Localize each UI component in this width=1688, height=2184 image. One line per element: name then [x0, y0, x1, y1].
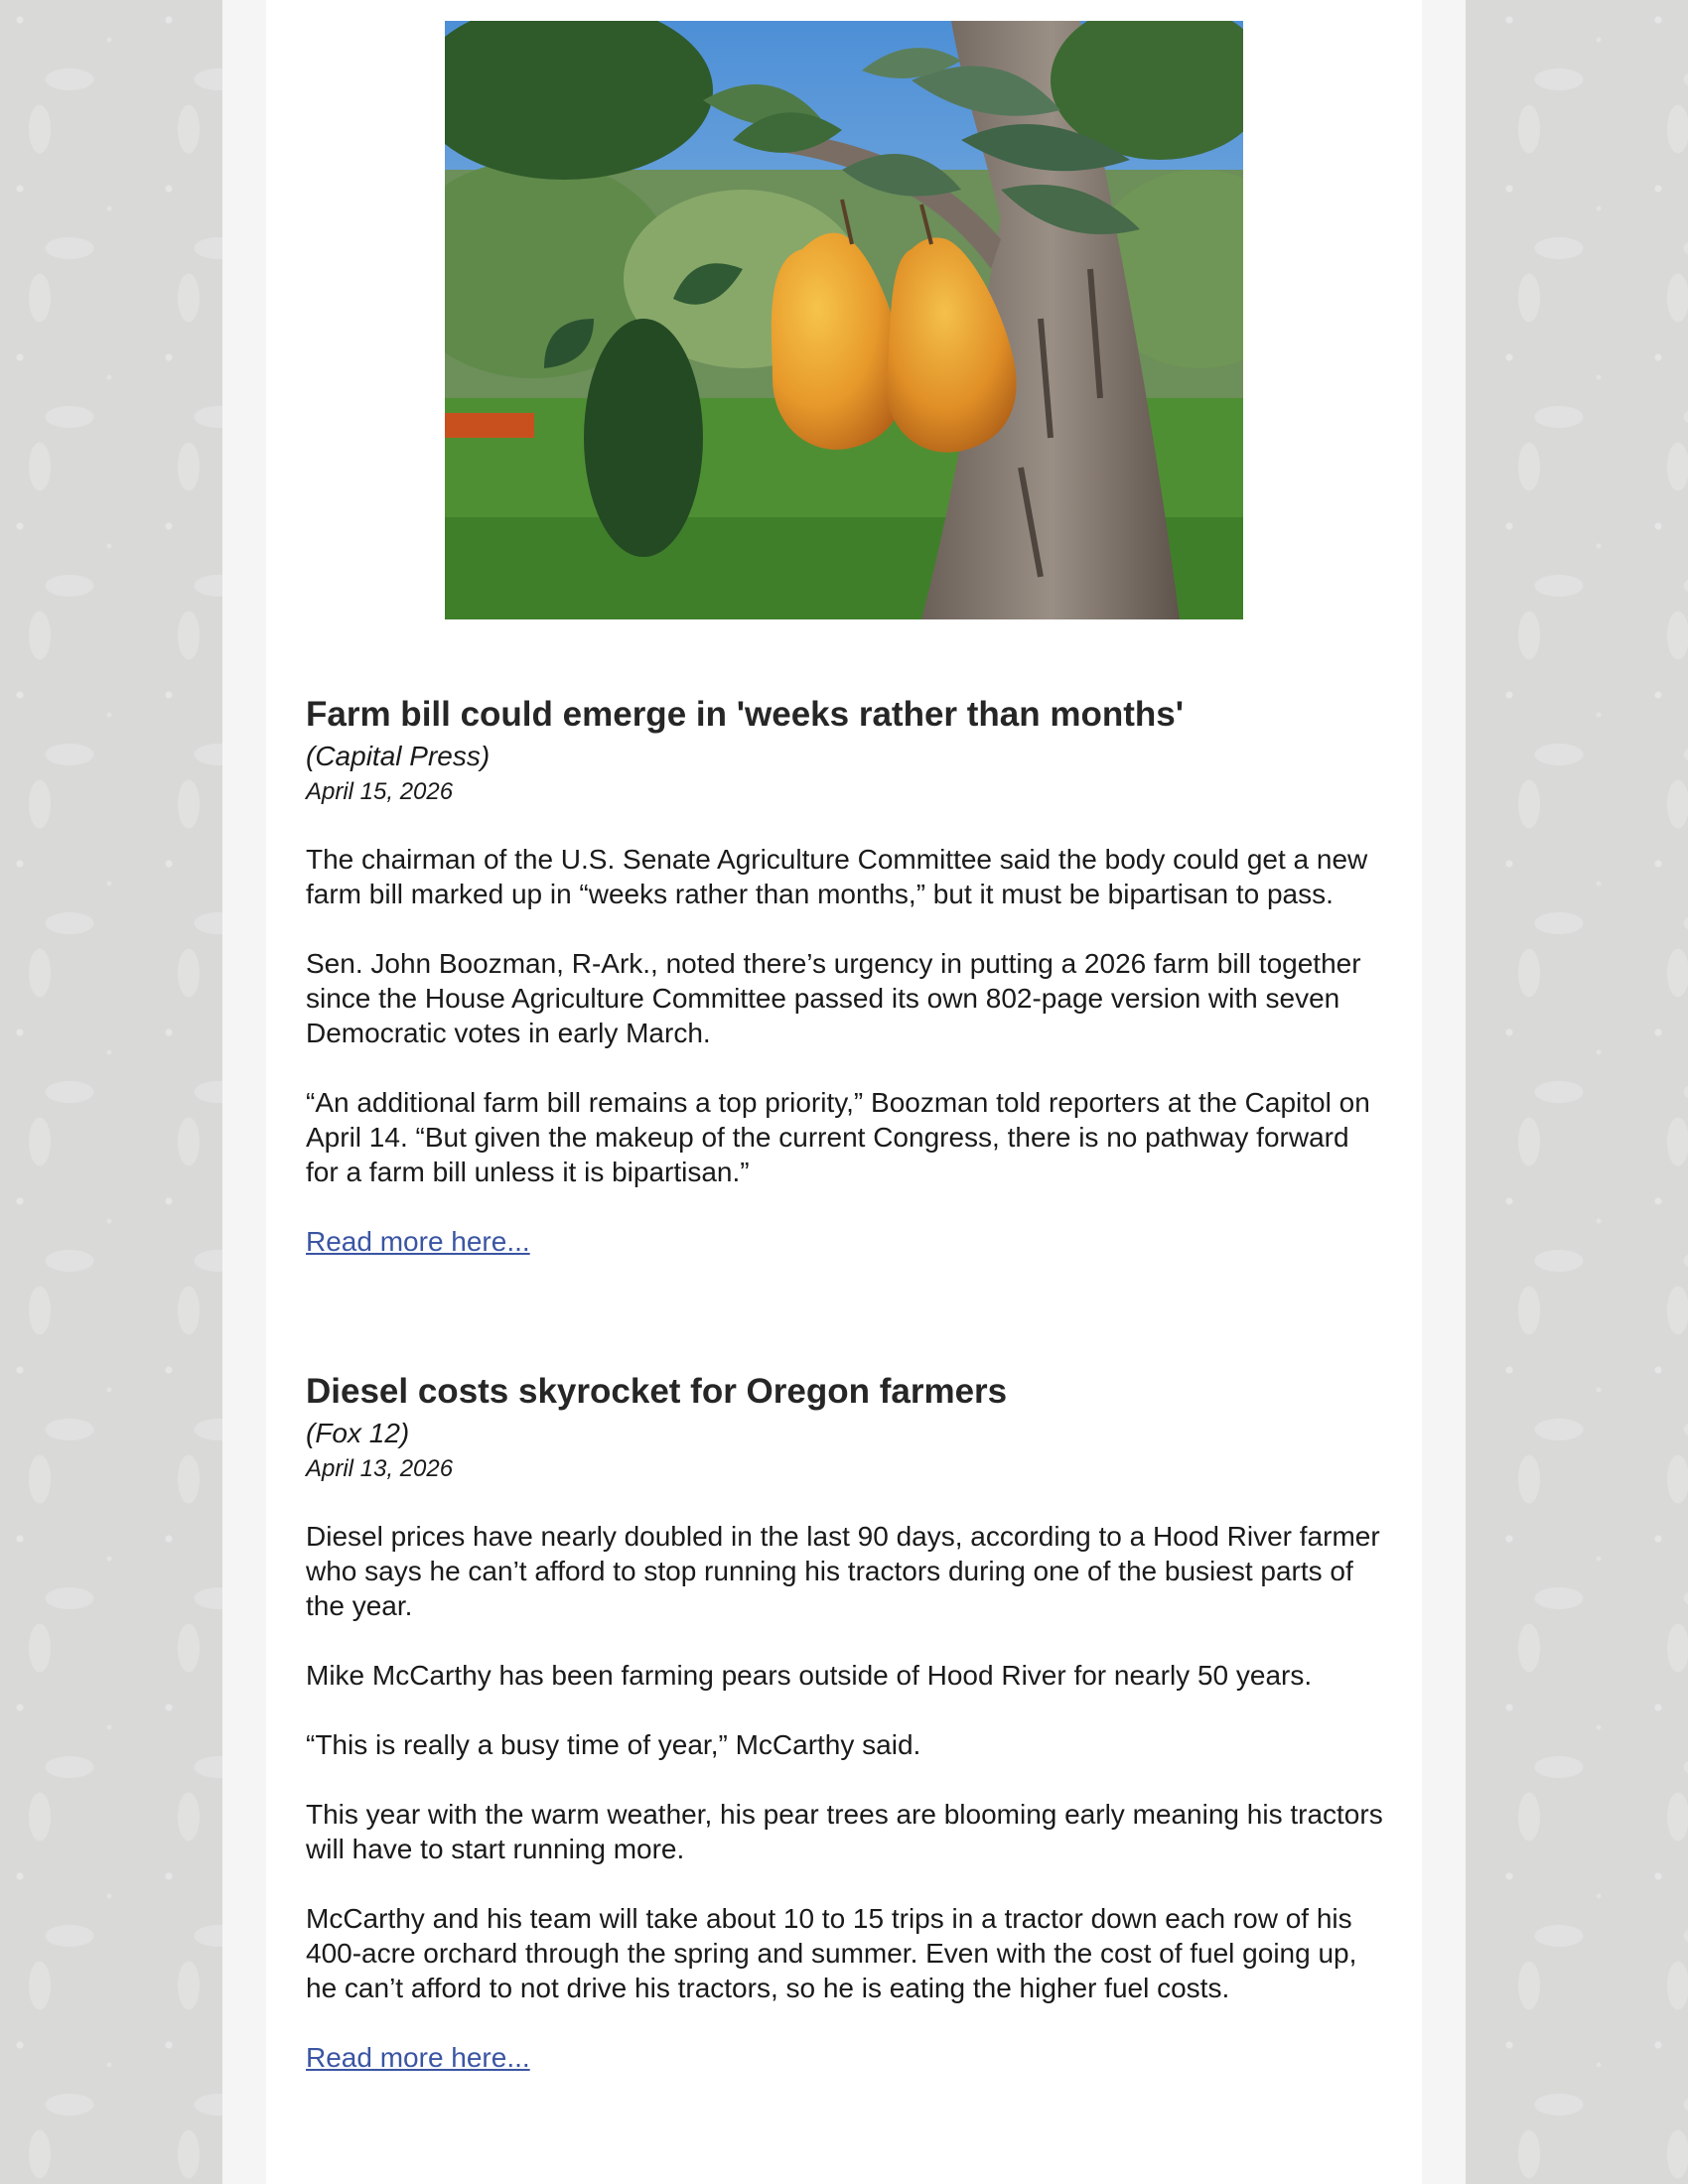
article-source: (Fox 12): [306, 1418, 410, 1448]
read-more-link[interactable]: Read more here...: [306, 1226, 530, 1257]
article-source: (Capital Press): [306, 741, 491, 771]
article-body: [306, 1519, 1388, 2005]
article-headline: Farm bill could emerge in 'weeks rather than months': [306, 695, 1185, 734]
article-paragraph: Sen. John Boozman, R-Ark., noted there’s urgency in putting a 2026 farm bill together since the House Agriculture Committee passed its own 802-page version with seven Democratic votes in early March.: [306, 948, 1361, 1048]
article-paragraph: “This is really a busy time of year,” McCarthy said.: [306, 1729, 921, 1760]
email-column: [222, 0, 1466, 2184]
article-diesel-costs: [306, 1368, 1388, 2075]
article-headline: Diesel costs skyrocket for Oregon farmers: [306, 1372, 1008, 1411]
newsletter-card: [266, 0, 1422, 2184]
article-paragraph: This year with the warm weather, his pear trees are blooming early meaning his tractors will have to start running more.: [306, 1799, 1383, 1864]
article-date: April 13, 2026: [306, 1455, 454, 1482]
article-paragraph: Diesel prices have nearly doubled in the last 90 days, according to a Hood River farmer who says he can’t afford to stop running his tractors during one of the busiest parts of the year.: [306, 1521, 1380, 1621]
article-paragraph: McCarthy and his team will take about 10 to 15 trips in a tractor down each row of his 400-acre orchard through the spring and summer. Even with the cost of fuel going up, he can’t afford to not drive his tractors, so he is eating the higher fuel costs.: [306, 1903, 1357, 2003]
pear-tree-photo: [445, 21, 1243, 619]
article-paragraph: Mike McCarthy has been farming pears outside of Hood River for nearly 50 years.: [306, 1660, 1313, 1691]
read-more-link[interactable]: Read more here...: [306, 2042, 530, 2073]
article-paragraph: The chairman of the U.S. Senate Agriculture Committee said the body could get a new farm bill marked up in “weeks rather than months,” but it must be bipartisan to pass.: [306, 844, 1368, 909]
article-farm-bill: [306, 691, 1388, 1259]
article-paragraph: “An additional farm bill remains a top priority,” Boozman told reporters at the Capitol on April 14. “But given the makeup of the current Congress, there is no pathway forward for a farm bill unless it is bipartisan.”: [306, 1087, 1370, 1187]
article-body: [306, 842, 1388, 1189]
article-date: April 15, 2026: [306, 778, 454, 805]
